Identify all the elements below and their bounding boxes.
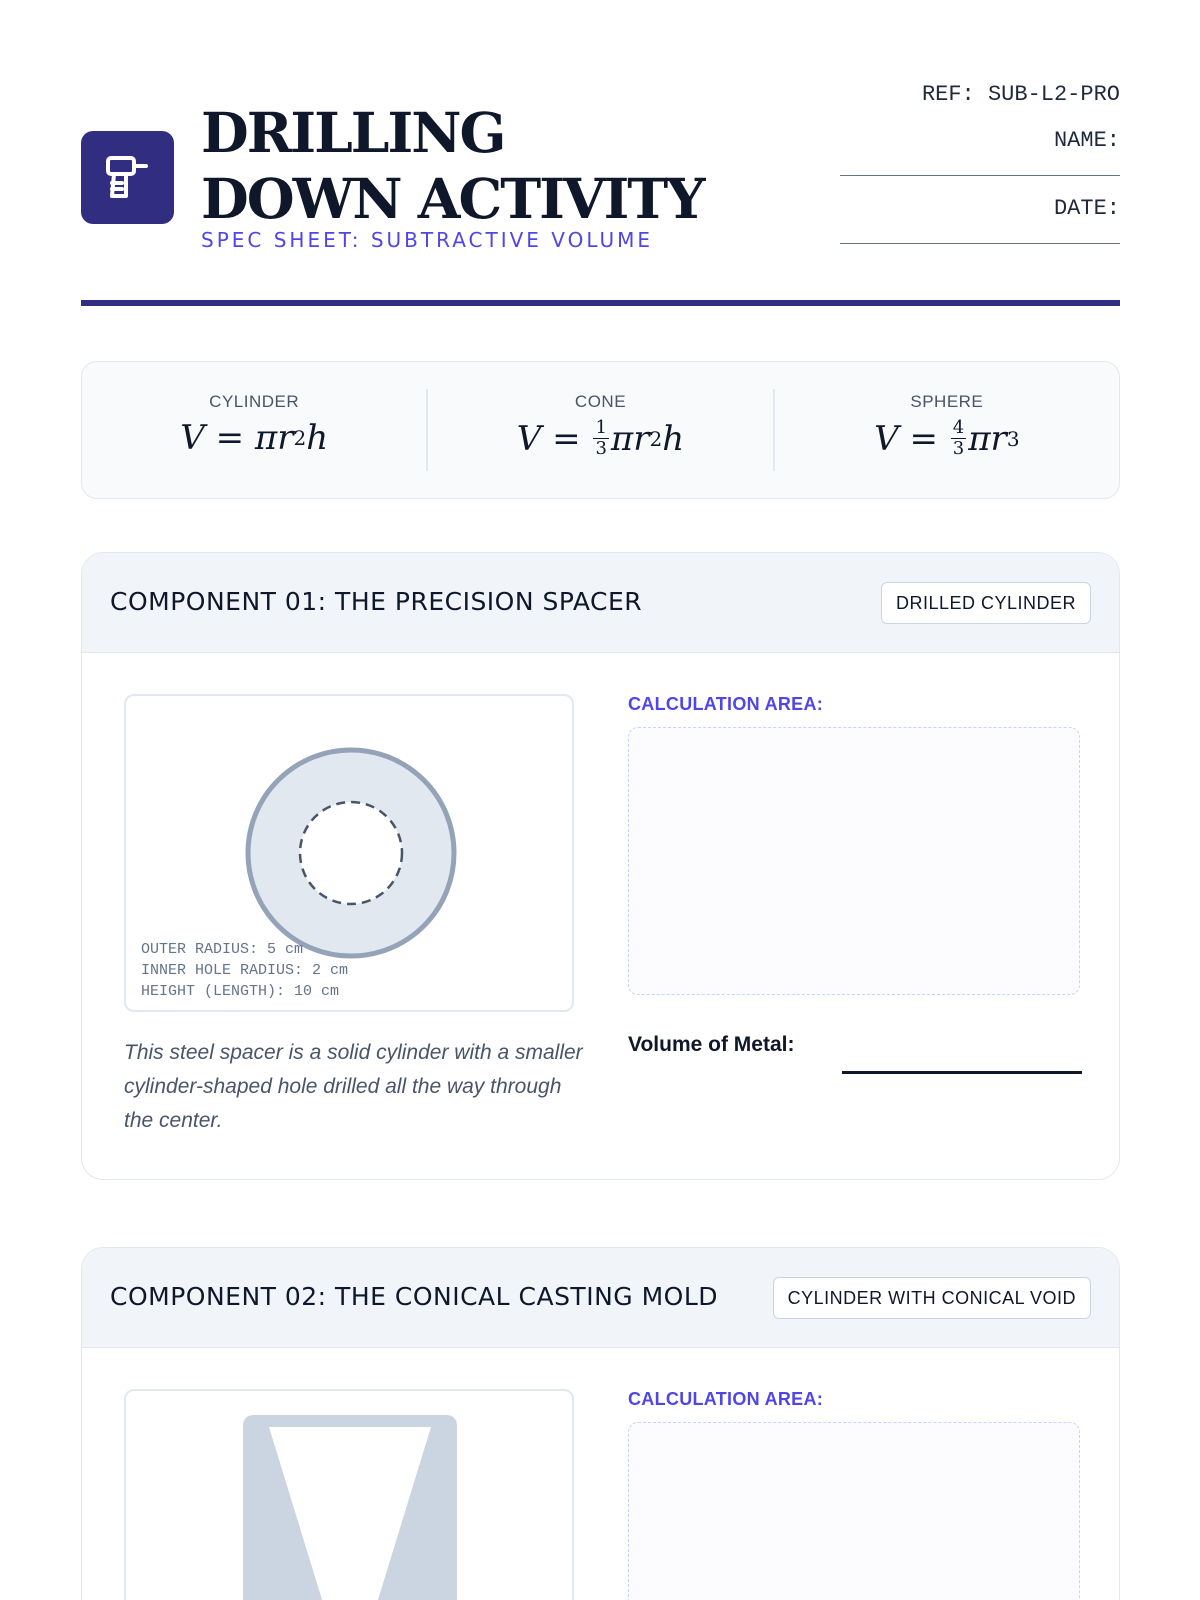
calculation-area[interactable] [628,727,1080,995]
formula-body: πr [254,418,294,458]
component-description: This steel spacer is a solid cylinder with a smaller cylinder-shaped hole drilled all the way through the center. [124,1041,583,1132]
conical-mold-figure [126,1391,574,1600]
formula-fraction [593,418,608,459]
spec-line: HEIGHT (LENGTH): 10 cm [141,983,340,1000]
formula-body: πr [610,418,650,459]
formula-lhs: V = [180,418,245,458]
spec-line: INNER HOLE RADIUS: 2 cm [141,962,349,979]
formula-equation [517,418,684,459]
formula-body: πr [968,418,1007,459]
calculation-label: CALCULATION AREA: [628,1389,824,1409]
fraction-denominator: 3 [952,438,965,459]
formula-sphere [773,389,1119,471]
calculation-area[interactable] [628,1422,1080,1600]
fraction-numerator: 1 [595,417,607,438]
formula-name: CYLINDER [209,392,300,411]
formula-equation [874,418,1019,459]
formula-name: SPHERE [910,392,984,411]
header-divider [81,300,1120,306]
page-header [81,60,1120,307]
formula-exponent: 3 [1006,426,1020,451]
formula-exponent: 2 [649,426,663,451]
formula-cone [426,389,772,471]
formula-fraction [951,418,966,459]
component-card-01 [81,552,1120,1180]
component-badge: CYLINDER WITH CONICAL VOID [773,1277,1091,1319]
name-label: NAME: [1053,128,1120,153]
answer-field[interactable] [842,1071,1082,1074]
formula-tail: h [662,418,685,459]
spec-line: OUTER RADIUS: 5 cm [141,941,304,958]
page-title: DRILLING DOWN ACTIVITY [201,100,704,231]
calculation-label: CALCULATION AREA: [628,694,824,714]
formula-lhs: V = [874,418,938,459]
page-subtitle: SPEC SHEET: SUBTRACTIVE VOLUME [201,228,654,252]
component-title: COMPONENT 02: THE CONICAL CASTING MOLD [110,1282,719,1311]
formula-tail: h [306,418,329,458]
formula-reference-panel [81,361,1120,499]
component-header [82,553,1119,653]
component-title: COMPONENT 01: THE PRECISION SPACER [110,587,643,616]
inner-hole-shape [300,802,402,904]
component-header [82,1248,1119,1348]
mold-diagram [124,1389,574,1600]
component-badge: DRILLED CYLINDER [881,582,1091,624]
name-field[interactable] [840,158,1120,176]
fraction-numerator: 4 [952,417,965,438]
answer-label: Volume of Metal: [628,1033,795,1056]
drill-icon [81,131,174,224]
formula-lhs: V = [516,418,581,459]
component-card-02 [81,1247,1120,1600]
formula-cylinder [82,362,426,498]
student-info [840,82,1120,264]
spacer-diagram [124,694,574,1012]
date-label: DATE: [1053,196,1120,221]
fraction-denominator: 3 [595,438,607,459]
formula-exponent: 2 [293,426,307,450]
formula-equation [180,418,328,458]
reference-code: REF: SUB-L2-PRO [921,82,1120,107]
formula-name: CONE [574,392,627,411]
component-specs [141,939,348,1002]
date-field[interactable] [840,226,1120,244]
